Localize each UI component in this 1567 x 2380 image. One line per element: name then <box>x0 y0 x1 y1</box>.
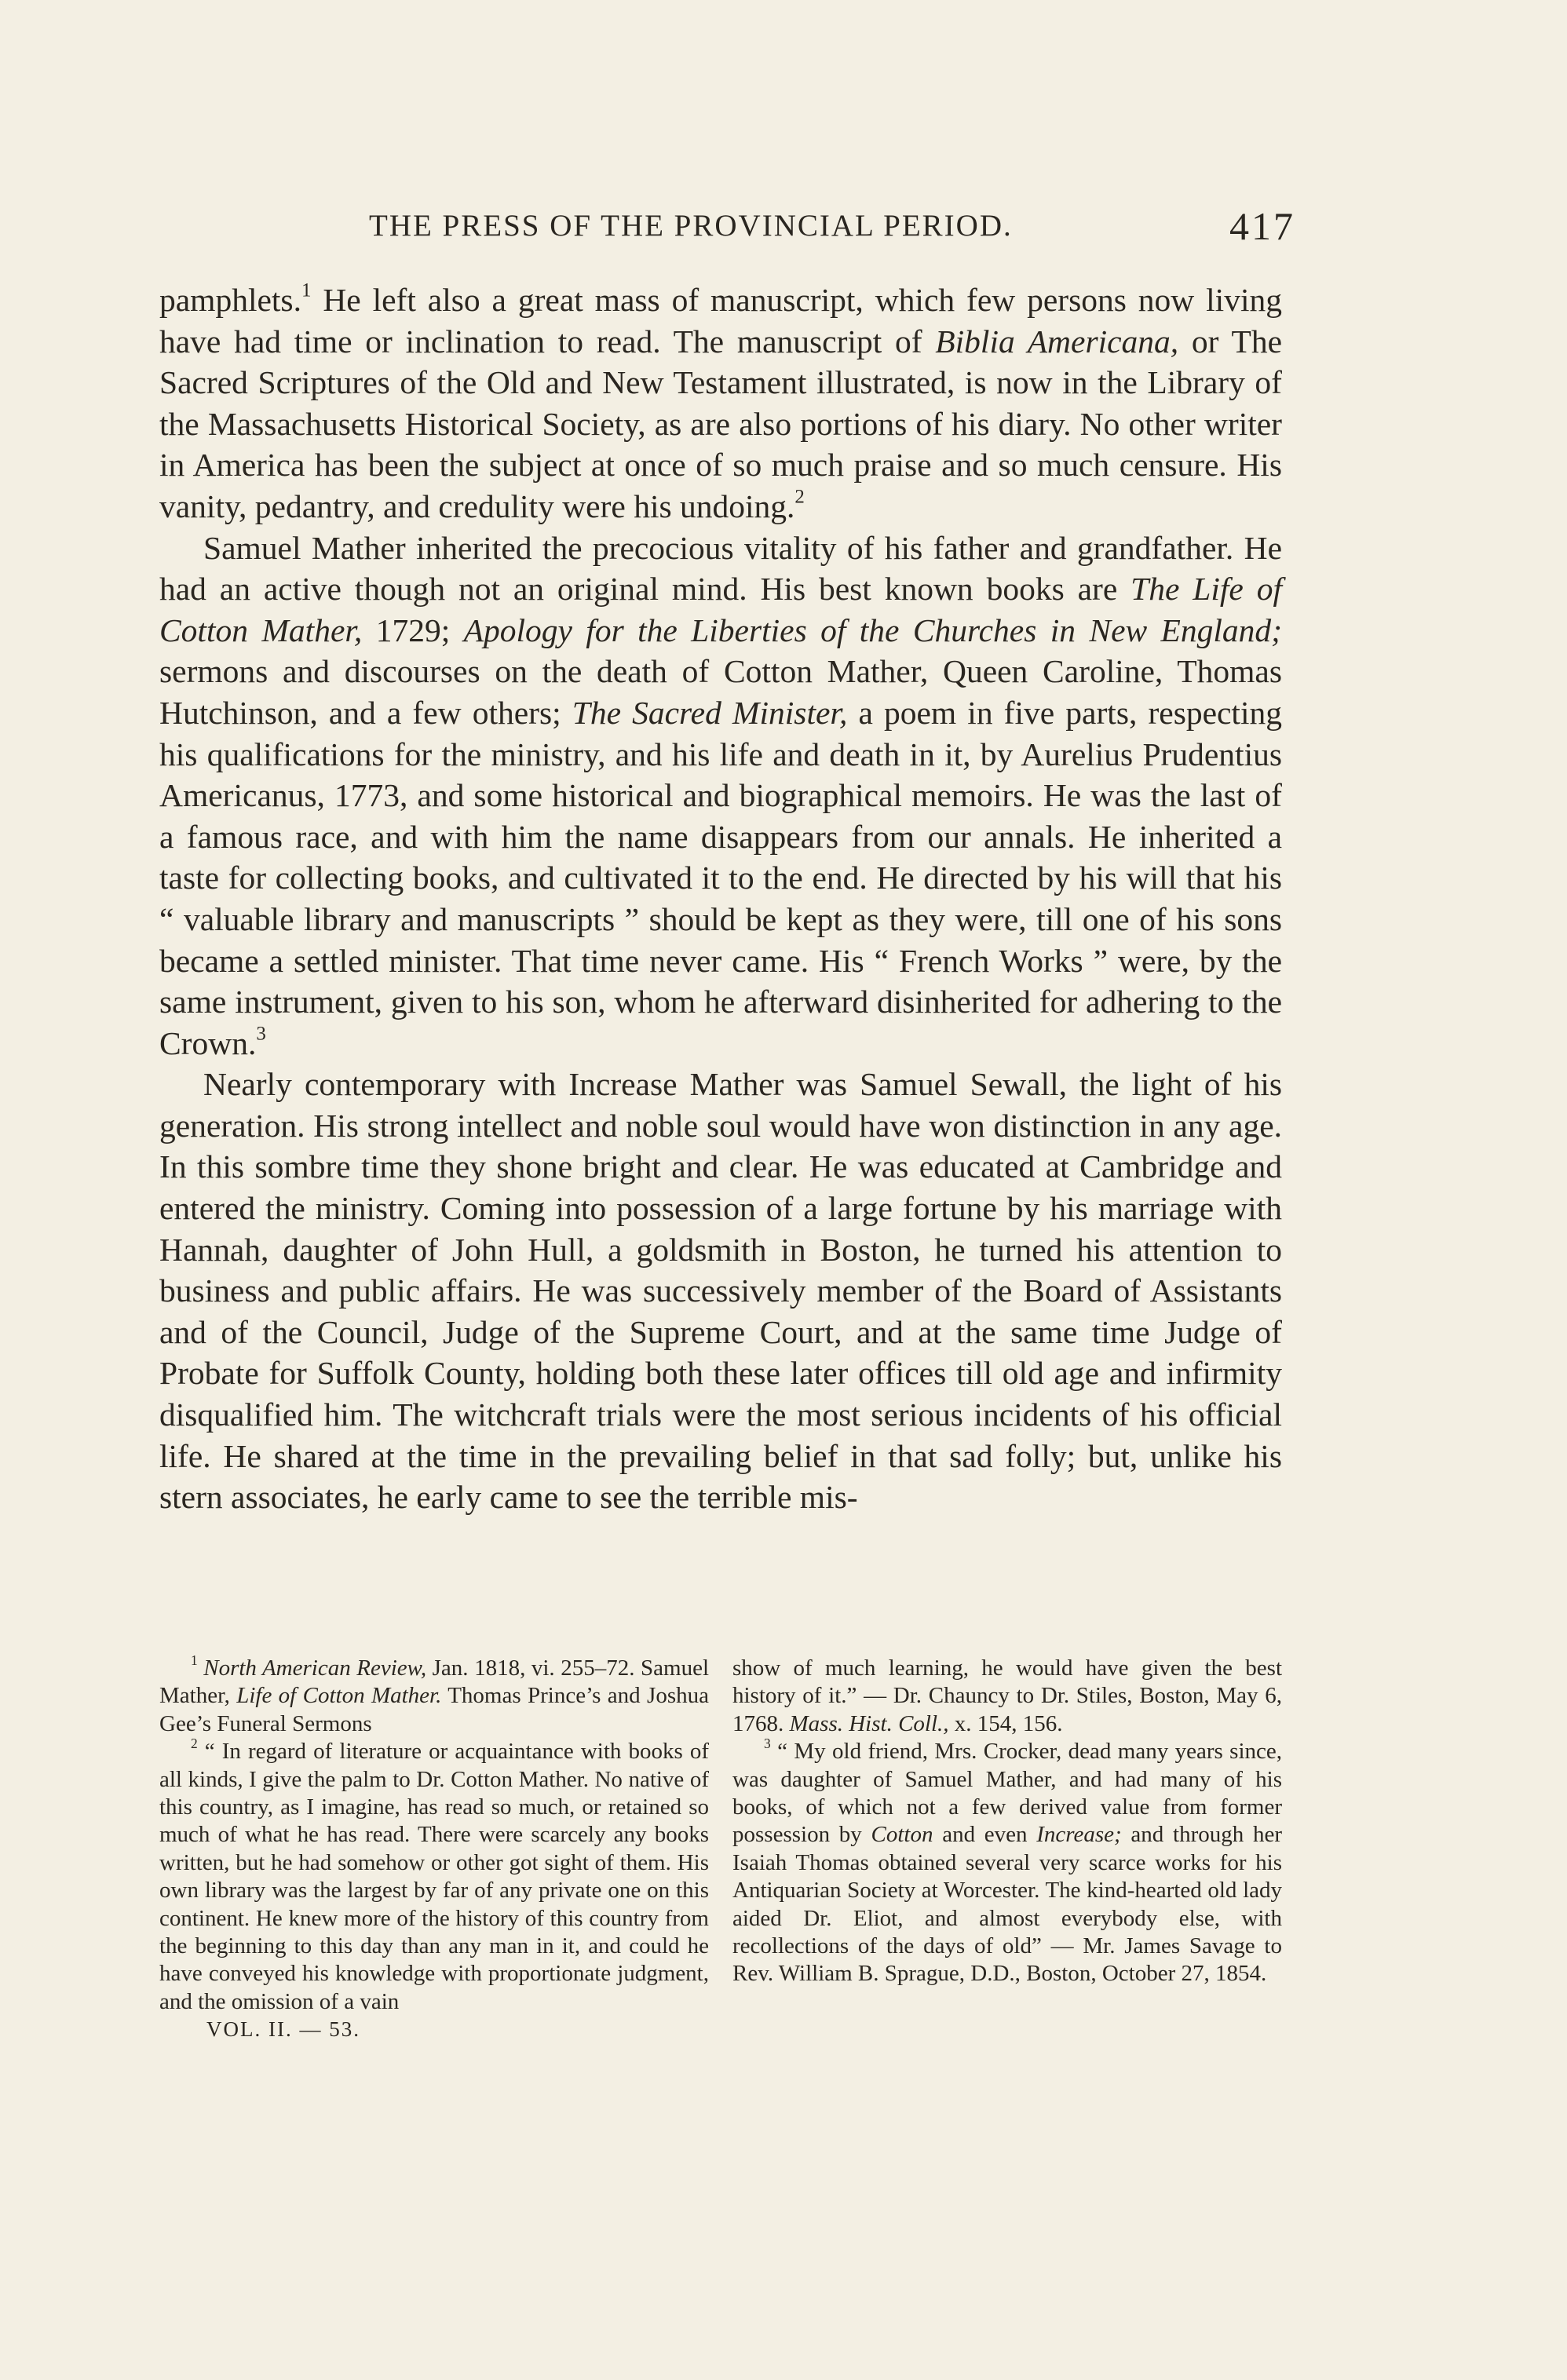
footnote-number: 1 <box>191 1652 198 1668</box>
page-header <box>369 203 1295 250</box>
running-head: THE PRESS OF THE PROVINCIAL PERIOD. <box>369 209 1013 243</box>
text-run: “ My old friend, Mrs. Crocker, dead many years since, was daughter of Samuel Mather, and had many of his books, of which not a few derived value from former possession by <box>732 1739 1282 1848</box>
text-run: “ In regard of literature or acquaintance with books of all kinds, I give the palm to Dr. Cotton Mather. No native of this country, as I imagine, has read so much, or retained so much of what he has read. There were scarcely any books written, but he had somehow or other got sight of them. His own library was the largest by far of any private one on this continent. He knew more of the history of this country from the beginning to this day than any man in it, and could he have conveyed his knowledge with proportionate judgment, and the omission of a vain <box>159 1739 709 2014</box>
body-text <box>159 279 1282 1518</box>
footnotes <box>159 1652 1282 2044</box>
footnote-3 <box>732 1738 1282 1988</box>
italic-title: The Life of Cotton Mather, <box>159 571 1282 648</box>
italic-title: Biblia Americana, <box>935 323 1179 360</box>
footnote-ref: 3 <box>256 1023 266 1045</box>
italic-title: Mass. Hist. Coll., <box>789 1710 949 1736</box>
text-run: Samuel Mather inherited the precocious vitality of his father and grandfather. He had an active though not an original mind. His best known books are <box>159 529 1282 608</box>
text-run: a poem in five parts, respecting his qualifications for the ministry, and his life and death in it, by Aurelius Prudentius Americanus, 1773, and some historical and biographical memoirs. He was the last of a famous race, and with him the name disappears from our annals. He inherited a taste for collecting books, and cultivated it to the end. He directed by his will that his “ valuable library and manuscripts ” should be kept as they were, till one of his sons became a settled minister. That time never came. His “ French Works ” were, by the same instrument, given to his son, whom he afterward disinherited for adhering to the Crown. <box>159 694 1282 1061</box>
text-run: and through her Isaiah Thomas obtained several very scarce works for his Antiquarian Society at Worcester. The kind-hearted old lady aided Dr. Eliot, and almost everybody else, with recollections of the days of old” — Mr. James Savage to Rev. William B. Sprague, D.D., Boston, October 27, 1854. <box>732 1822 1282 1987</box>
italic-title: Apology for the Liberties of the Churches in New England; <box>463 611 1283 648</box>
footnote-column-left <box>159 1652 710 2044</box>
signature-mark: VOL. II. — 53. <box>206 2017 360 2042</box>
text-run: x. 154, 156. <box>948 1710 1063 1736</box>
text-run: He left also a great mass of manuscript, which few persons now living have had time or inclination to read. The manuscript of <box>159 282 1282 360</box>
italic-title: Cotton <box>871 1822 933 1848</box>
footnote-number: 3 <box>764 1736 771 1752</box>
paragraph-3 <box>159 1064 1282 1518</box>
text-run: Jan. 1818, vi. 255–72. Samuel Mather, <box>159 1655 710 1709</box>
footnote-1 <box>159 1652 710 1738</box>
text-run: Nearly contemporary with Increase Mather was Samuel Sewall, the light of his generation. His strong intellect and noble soul would have won distinction in any age. In this sombre time they shone bright and clear. He was educated at Cambridge and entered the ministry. Coming into possession of a large fortune by his marriage with Hannah, daughter of John Hull, a goldsmith in Boston, he turned his attention to business and public affairs. He was successively member of the Board of Assistants and of the Council, Judge of the Supreme Court, and at the same time Judge of Probate for Suffolk County, holding both these later offices till old age and infirmity disqualified him. The witchcraft trials were the most serious incidents of his official life. He shared at the time in the prevailing belief in that sad folly; but, unlike his stern associates, he early came to see the terrible mis- <box>159 1066 1282 1516</box>
text-run: and even <box>933 1822 1037 1848</box>
footnote-ref: 1 <box>301 279 312 301</box>
text-run: sermons and discourses on the death of Cotton Mather, Queen Caroline, Thomas Hutchinson, and a few others; <box>159 653 1282 731</box>
footnote-ref: 2 <box>794 486 805 508</box>
page-number: 417 <box>1229 204 1295 248</box>
italic-title: The Sacred Minister, <box>572 694 848 731</box>
italic-title: Life of Cotton Mather. <box>236 1683 442 1709</box>
text-run: Thomas Prince’s and Joshua Gee’s Funeral Sermons <box>159 1683 709 1736</box>
footnote-2 <box>159 1738 709 2016</box>
text-run: 1729; <box>362 611 464 648</box>
italic-title: North American Review, <box>203 1655 427 1681</box>
paragraph-2 <box>159 527 1282 1064</box>
footnote-column-right <box>732 1655 1282 2044</box>
footnote-number: 2 <box>191 1736 198 1752</box>
footnote-2-continued <box>732 1655 1282 1738</box>
text-run: or The Sacred Scriptures of the Old and New Testament illustrated, is now in the Library of the Massachusetts Historical Society, as are also portions of his diary. No other writer in America has been the subject at once of so much praise and so much censure. His vanity, pedantry, and credulity were his undoing. <box>159 323 1283 524</box>
text-run: show of much learning, he would have given the best history of it.” — Dr. Chauncy to Dr. Stiles, Boston, May 6, 1768. <box>732 1655 1282 1736</box>
text-run: pamphlets. <box>159 282 301 318</box>
paragraph-1 <box>159 279 1282 527</box>
italic-title: Increase; <box>1036 1822 1122 1848</box>
